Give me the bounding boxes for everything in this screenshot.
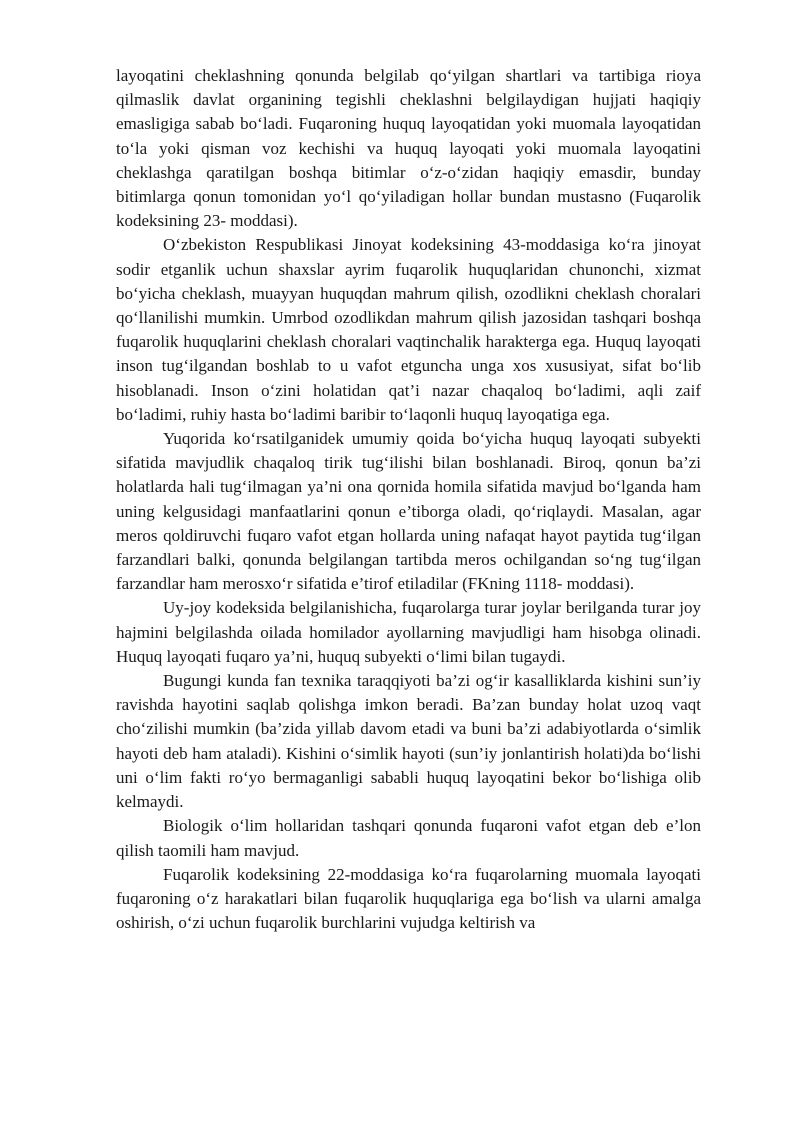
paragraph-biological-death: Biologik o‘lim hollaridan tashqari qonunda fuqaroni vafot etgan deb e’lon qilish taomili ham mavjud. <box>116 816 701 860</box>
document-page <box>116 64 701 935</box>
paragraph-legal-capacity-start: Yuqorida ko‘rsatilganidek umumiy qoida bo‘yicha huquq layoqati subyekti sifatida mavjudlik chaqaloq tirik tug‘ilishi bilan boshlanadi. Biroq, qonun ba’zi holatlarda hali tug‘ilmagan ya’ni ona qornida homila sifatida mavjud bo‘lganda ham uning kelgusidagi manfaatlarini qonun e’tiborga oladi, qo‘riqlaydi. Masalan, agar meros qoldiruvchi fuqaro vafot etgan hollarda uning nafaqat hayot paytida tug‘ilgan farzandlari balki, qonunda belgilangan tartibda meros ochilgandan so‘ng tug‘ilgan farzandlar ham merosxo‘r sifatida e’tirof etiladilar (FKning 1118- moddasi). <box>116 429 701 594</box>
paragraph-housing-code: Uy-joy kodeksida belgilanishicha, fuqarolarga turar joylar berilganda turar joy hajmini belgilashda oilada homilador ayollarning mavjudligi ham hisobga olinadi. Huquq layoqati fuqaro ya’ni, huquq subyekti o‘limi bilan tugaydi. <box>116 598 701 666</box>
paragraph-civil-code-22: Fuqarolik kodeksining 22-moddasiga ko‘ra fuqarolarning muomala layoqati fuqaroning o‘z harakatlari bilan fuqarolik huquqlariga ega bo‘lish va ularni amalga oshirish, o‘zi uchun fuqarolik burchlarini vujudga keltirish va <box>116 864 701 933</box>
paragraph-criminal-code: O‘zbekiston Respublikasi Jinoyat kodeksining 43-moddasiga ko‘ra jinoyat sodir etganlik uchun shaxslar ayrim fuqarolik huquqlaridan chunonchi, xizmat bo‘yicha cheklash, muayyan huquqdan mahrum qilish, ozodlikni cheklash choralari qo‘llanilishi mumkin. Umrbod ozodlikdan mahrum qilish jazosidan tashqari boshqa fuqarolik huquqlarini cheklash choralari vaqtinchalik harakterga ega. Huquq layoqati inson tug‘ilgandan boshlab to u vafot etguncha unga xos xususiyat, sifat bo‘lib hisoblanadi. Inson o‘zini holatidan qat’i nazar chaqaloq bo‘ladimi, aqli zaif bo‘ladimi, ruhiy hasta bo‘ladimi baribir to‘laqonli huquq layoqatiga ega. <box>116 235 701 424</box>
paragraph-continuation: layoqatini cheklashning qonunda belgilab qo‘yilgan shartlari va tartibiga rioya qilmaslik davlat organining tegishli cheklashni belgilaydigan hujjati haqiqiy emasligiga sabab bo‘ladi. Fuqaroning huquq layoqatidan yoki muomala layoqatidan to‘la yoki qisman voz kechishi va huquq layoqati yoki muomala layoqatini cheklashga qaratilgan boshqa bitimlar o‘z-o‘zidan haqiqiy emasdir, bunday bitimlarga qonun tomonidan yo‘l qo‘yiladigan hollar bundan mustasno (Fuqarolik kodeksining 23- moddasi). <box>116 66 701 231</box>
paragraph-artificial-life: Bugungi kunda fan texnika taraqqiyoti ba’zi og‘ir kasalliklarda kishini sun’iy ravishda hayotini saqlab qolishga imkon beradi. Ba’zan bunday holat uzoq vaqt cho‘zilishi mumkin (ba’zida yillab davom etadi va buni ba’zi adabiyotlarda o‘simlik hayoti deb ham ataladi). Kishini o‘simlik hayoti (sun’iy jonlantirish holati)da bo‘lishi uni o‘lim fakti ro‘yo bermaganligi sababli huquq layoqatini bekor bo‘lishiga olib kelmaydi. <box>116 671 701 812</box>
